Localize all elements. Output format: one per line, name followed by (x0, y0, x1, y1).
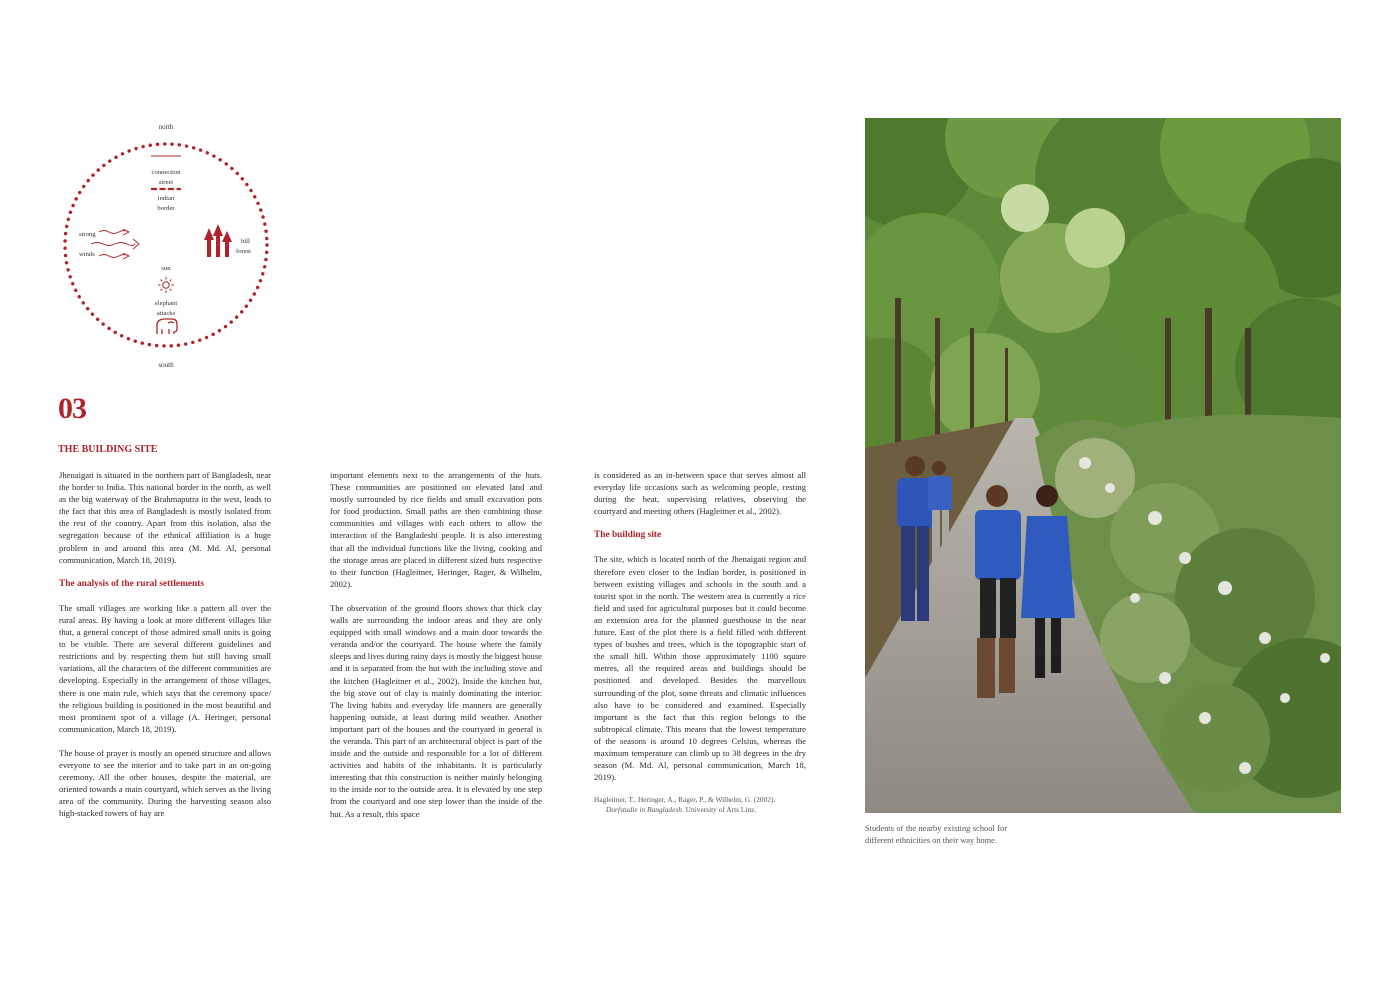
label-attacks: attacks (156, 310, 176, 317)
reference-publisher: . University of Arts Linz. (681, 805, 757, 815)
text-column-3 (594, 469, 806, 815)
elephant-icon (157, 319, 177, 334)
label-winds: winds (79, 251, 95, 258)
reference-list (594, 795, 806, 815)
label-south: south (158, 361, 174, 369)
label-indian: indian (157, 195, 175, 202)
paragraph: is considered as an in-between space that serves almost all everyday life occasions such as welcoming people, resting during the heat, supervising relatives, observing the courtyard and meeting others (Hagleitner et al., 2002). (594, 470, 806, 517)
paragraph: important elements next to the arrangements of the huts. These communities are positioned on elevated land and mostly surrounded by rice fields and small excavation pots for food production. Small paths are then combining those communities and villages with each others to allow the interaction of the Bangladeshi people. It is also interesting that all the individual functions like the living, cooking and the storage areas are placed in different sized huts respective to their function (Hagleitner, Heringer, Rager, & Wilhelm, 2002). (330, 470, 542, 589)
label-street: street (158, 179, 174, 186)
paragraph: The small villages are working like a pattern all over the rural areas. By having a look at more different villages like that, a general concept of those admired small units is going to be visible. There are several different guidelines and restrictions and by respecting them but still having small variations, all the characters of the different communities are developing. Especially in the arrangement of those villages, there is one main rule, which says that the ceremony space/ the religious building is positioned in the most beautiful and most prominent spot of a village (A. Heringer, personal communication, March 18, 2019). (59, 602, 271, 734)
label-elephant: elephant (154, 300, 178, 307)
section-title: THE BUILDING SITE (58, 444, 158, 455)
label-sun: sun (161, 265, 171, 272)
photo-caption: Students of the nearby existing school for different ethnicities on their way home. (865, 824, 1007, 845)
site-diagram (55, 118, 285, 378)
subheading-building-site: The building site (594, 530, 662, 541)
paragraph: The site, which is located north of the Jhenaigati region and therefore even closer to the Indian border, is positioned in between existing villages and schools in the south and a tourist spot in the north. The western area is currently a rice field and used for agricultural purposes but it could become an extension area for the planned guesthouse in the near future. East of the plot there is a field filled with different types of bushes and trees, which is the topographic start of the small hill. Within those approximately 1100 square metres, all the required areas and buildings should be positioned and developed. Besides the marvellous surrounding of the plot, some threats and climatic influences also have to be considered and examined. Especially important is the fact that this region belongs to the subtropical climate. This means that the lowest temperature of the seasons is around 10 degrees Celsius, whereas the maximum temperature can climb up to 38 degrees in the dry season (M. Md. Al, personal communication, March 18, 2019). (594, 554, 806, 783)
label-connection: connection (151, 169, 181, 176)
wind-arrows-icon (91, 229, 139, 259)
compass-diagram-svg (55, 118, 285, 378)
label-hill: hill (241, 238, 250, 245)
reference-line: Hagleitner, T., Heringer, A., Rager, P., & Wilhelm, G. (2002). (594, 795, 776, 805)
label-strong: strong (79, 231, 96, 238)
text-column-1 (59, 469, 271, 831)
text-column-2 (330, 469, 542, 832)
label-north: north (158, 123, 174, 131)
label-forest: forest (236, 248, 252, 255)
label-border: border (157, 205, 175, 212)
chapter-number: 03 (58, 392, 86, 425)
paragraph: The observation of the ground floors shows that thick clay walls are surrounding the indoor areas and they are only equipped with small windows and a main door towards the veranda and/or the courtyard. The house where the family sleeps and lives during rainy days is mostly the biggest house and it is separated from the hut with the including stove and the kitchen (Hagleitner et al., 2002). Inside the kitchen hut, the big stove out of clay is mainly dominating the interior. The living habits and everyday life manners are generally happening outside, at least during mild weather. Another important part of the houses and the courtyard in general is the veranda. This part of an architectural object is part of the inside and the outside and responsible for a lot of different activities and habits of the inhabitants. It is particularly interesting that this construction is neither mainly belonging to the inside nor to the outside area. It is elevated by one step from the courtyard and one step lower than the inside of the hut. As a result, this space (330, 602, 542, 819)
hill-forest-icon (204, 224, 232, 257)
reference-line (594, 805, 806, 815)
subheading-rural-settlements: The analysis of the rural settlements (59, 578, 205, 589)
photo-illustration (865, 118, 1341, 813)
paragraph: The house of prayer is mostly an opened structure and allows everyone to see the interior and to take part in an on-going ceremony. All the other houses, despite the material, are oriented towards a main courtyard, which serves as the living area of the community. During the harvesting season also high-stacked towers of hay are (59, 747, 271, 819)
paragraph: Jhenaigati is situated in the northern part of Bangladesh, near the border to India. This national border in the north, as well as the big waterway of the Brahmaputra in the west, leads to the fact that this area of Bangladesh is mostly isolated from the rest of the country. Apart from this isolation, also the segregation because of the ethnical affiliation is a huge problem in and around this area (M. Md. Al, personal communication, March 18, 2019). (59, 470, 271, 565)
students-road-photo (865, 118, 1341, 813)
reference-title: Dorfstudie in Bangladesh (606, 805, 682, 815)
sun-icon (158, 277, 174, 293)
